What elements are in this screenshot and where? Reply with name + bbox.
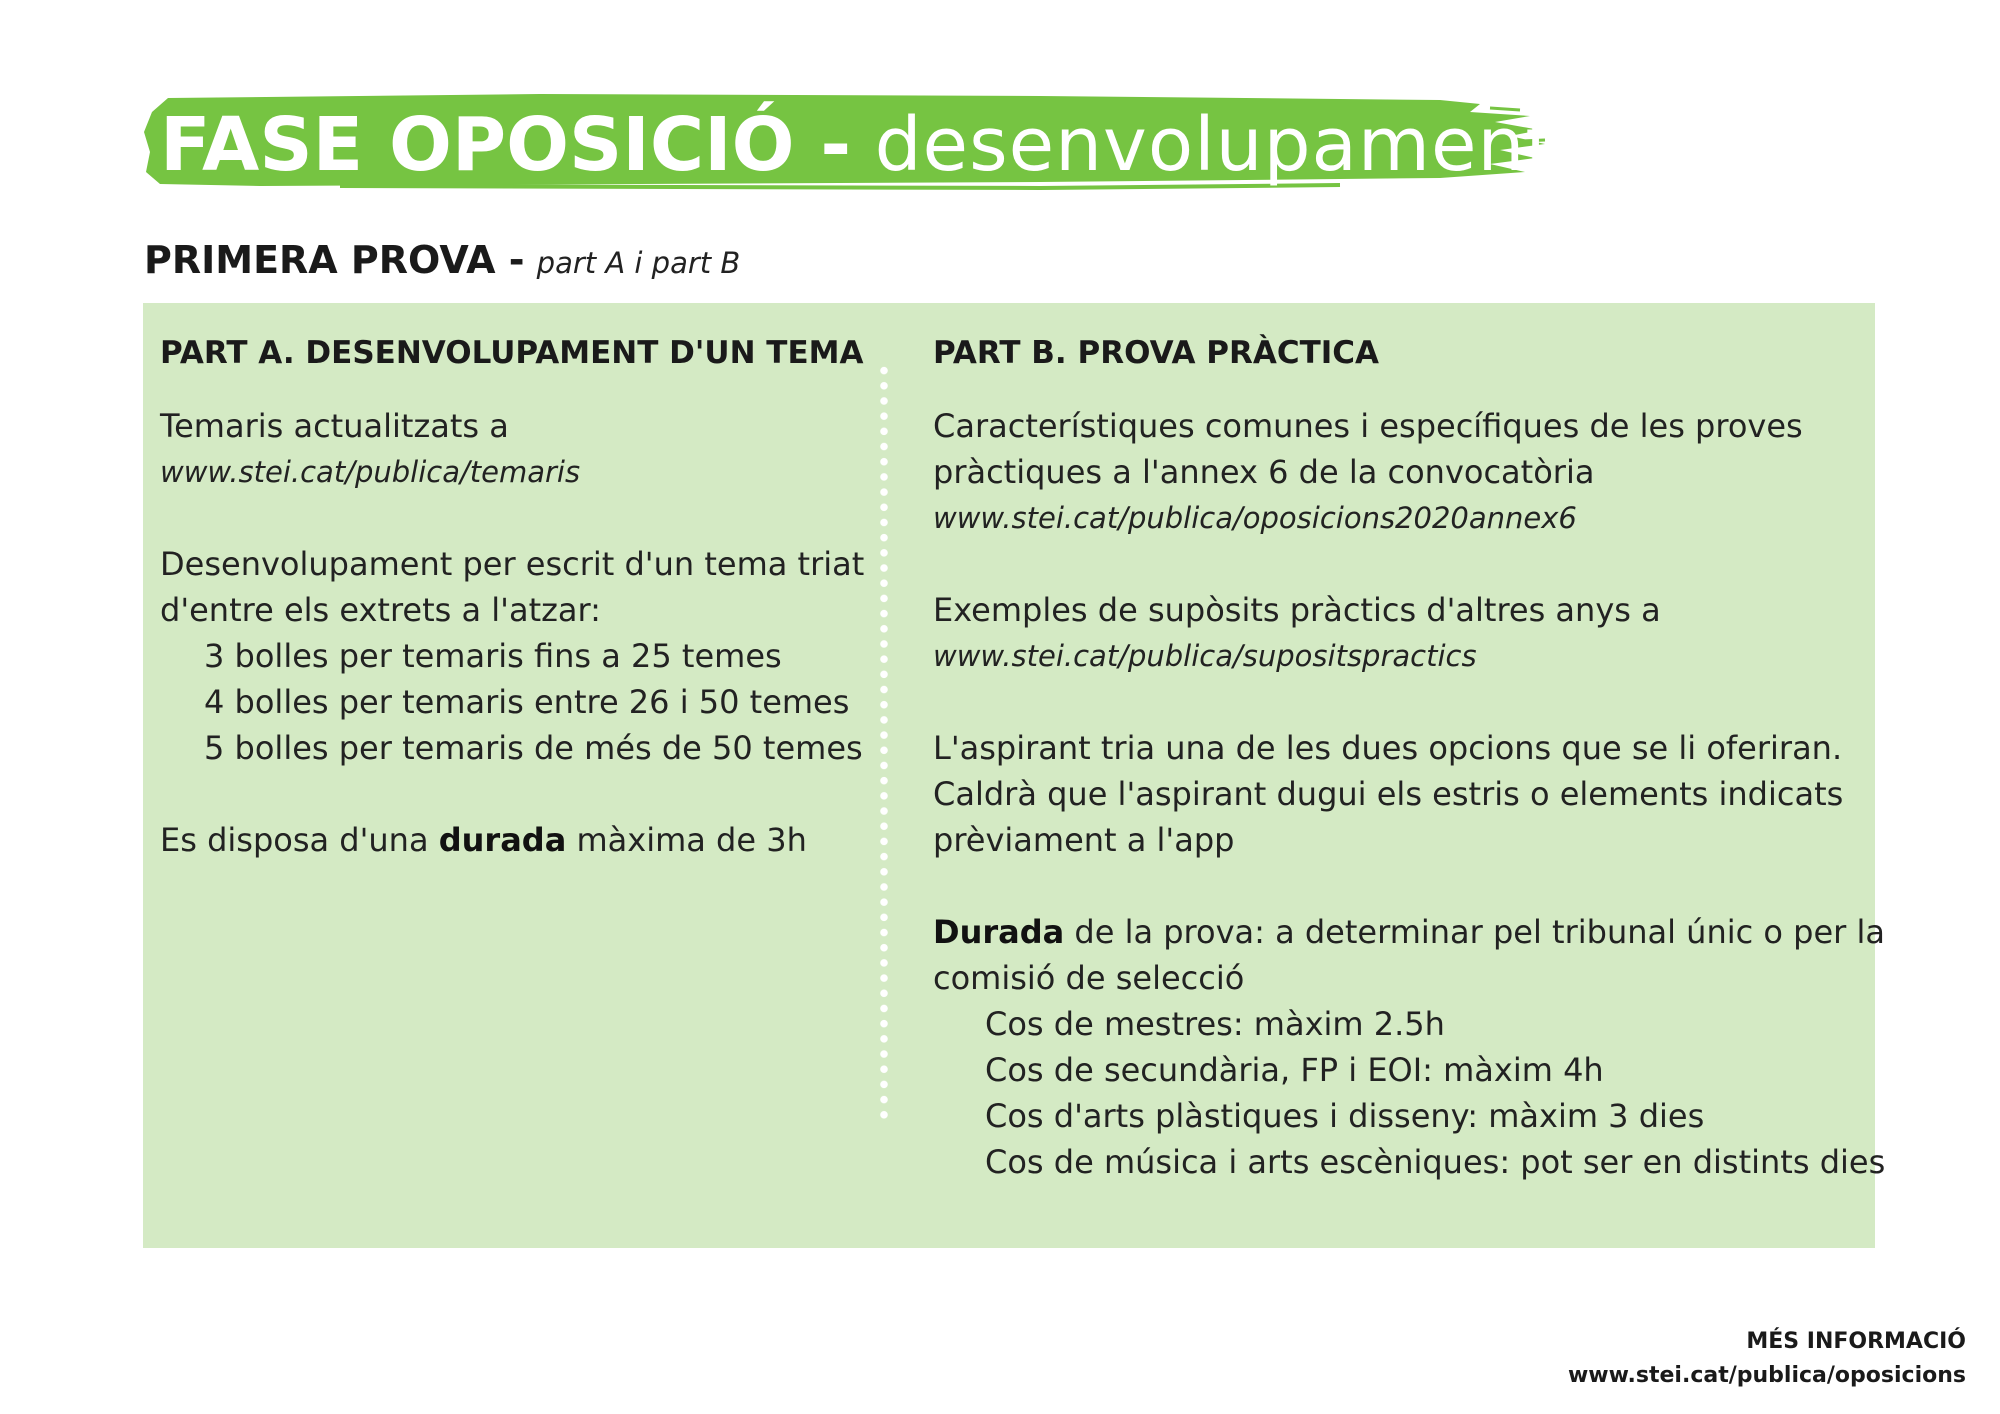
choice-line-2: Caldrà que l'aspirant dugui els estris o elements indicats	[933, 775, 1844, 813]
body-item: Cos de música i arts escèniques: pot ser en distints dies	[985, 1143, 1886, 1181]
body-item: Cos de mestres: màxim 2.5h	[985, 1005, 1445, 1043]
temaris-line: Temaris actualitzats a	[160, 407, 509, 445]
duration-bold: Durada	[933, 913, 1065, 951]
page-title	[160, 100, 1555, 190]
bolles-item: 5 bolles per temaris de més de 50 temes	[204, 729, 863, 767]
footer-link[interactable]: www.stei.cat/publica/oposicions	[1567, 1363, 1966, 1388]
part-a-body	[160, 403, 864, 863]
char-line-1: Característiques comunes i específiques de les proves	[933, 407, 1803, 445]
part-a-duration	[160, 817, 864, 863]
char-line-2: pràctiques a l'annex 6 de la convocatòria	[933, 453, 1595, 491]
dev-line-1: Desenvolupament per escrit d'un tema triat	[160, 545, 865, 583]
duration-line-1: de la prova: a determinar pel tribunal únic o per la	[1074, 913, 1885, 951]
part-b-duration	[933, 909, 1885, 955]
part-a-heading: PART A. DESENVOLUPAMENT D'UN TEMA	[160, 335, 864, 371]
dev-line-2: d'entre els extrets a l'atzar:	[160, 591, 601, 629]
title-bold: FASE OPOSICIÓ -	[160, 102, 852, 188]
bolles-item: 3 bolles per temaris fins a 25 temes	[204, 637, 782, 675]
choice-line-1: L'aspirant tria una de les dues opcions que se li oferiran.	[933, 729, 1843, 767]
choice-line-3: prèviament a l'app	[933, 821, 1235, 859]
body-item: Cos d'arts plàstiques i disseny: màxim 3 dies	[985, 1097, 1705, 1135]
subtitle-italic: part A i part B	[536, 246, 741, 280]
footer-label: MÉS INFORMACIÓ	[1746, 1329, 1966, 1354]
footer	[1568, 1325, 1966, 1393]
temaris-link[interactable]: www.stei.cat/publica/temaris	[160, 455, 581, 489]
subtitle-bold: PRIMERA PROVA -	[144, 238, 525, 282]
part-b-heading: PART B. PROVA PRÀCTICA	[933, 335, 1380, 371]
title-light: desenvolupament	[874, 102, 1556, 188]
duration-post: màxima de 3h	[576, 821, 807, 859]
bolles-item: 4 bolles per temaris entre 26 i 50 temes	[204, 683, 850, 721]
section-subtitle	[144, 238, 740, 282]
body-item: Cos de secundària, FP i EOI: màxim 4h	[985, 1051, 1604, 1089]
dotted-divider	[880, 363, 888, 1123]
examples-line: Exemples de supòsits pràctics d'altres anys a	[933, 591, 1661, 629]
examples-link[interactable]: www.stei.cat/publica/supositspractics	[933, 639, 1477, 673]
duration-line-2: comisió de selecció	[933, 959, 1245, 997]
duration-bold: durada	[438, 821, 567, 859]
annex-link[interactable]: www.stei.cat/publica/oposicions2020annex6	[933, 501, 1577, 535]
part-b-body	[933, 403, 1885, 1185]
info-panel	[143, 303, 1886, 1248]
duration-pre: Es disposa d'una	[160, 821, 429, 859]
